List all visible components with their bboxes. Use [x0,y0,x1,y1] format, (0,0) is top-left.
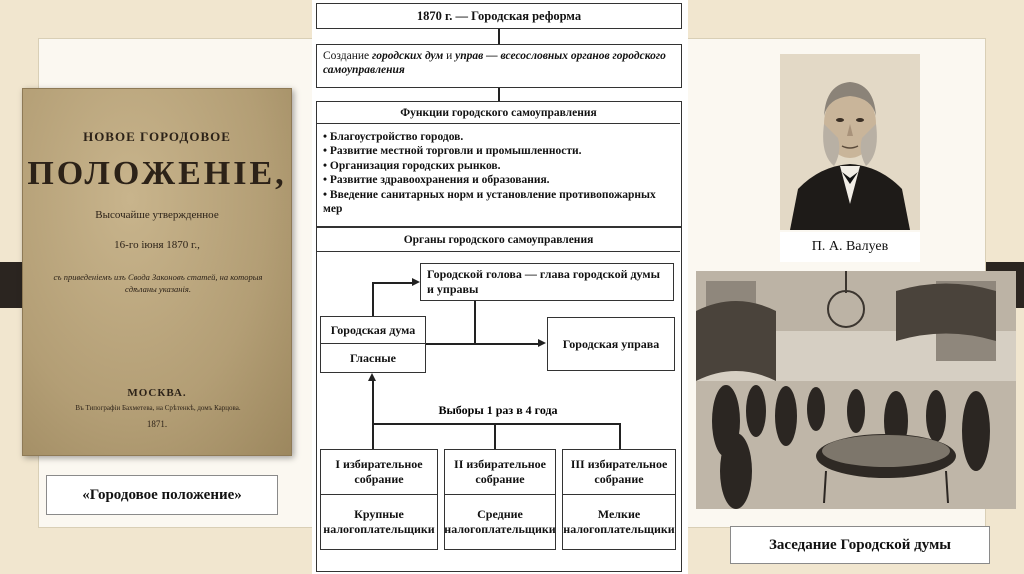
connector-line [372,282,374,316]
connector-line [426,343,538,345]
function-item: • Организация городских рынков. [323,159,501,172]
creation-text-a: Создание [323,50,372,62]
connector-line [372,380,374,423]
uprava-box: Городская управа [547,317,675,371]
creation-text-c: и [443,50,456,62]
connector-line [372,423,374,449]
book-subtitle: Высочайше утвержденное [95,209,219,221]
engraving-drawing [696,271,1016,509]
function-item: • Развитие здравоохранения и образования. [323,174,550,187]
connector-line [619,423,621,449]
glasnye-box: Гласные [320,343,426,373]
book-date: 16-го іюня 1870 г., [114,239,200,251]
function-item: • Введение санитарных норм и установление противопожарных мер [323,188,656,216]
creation-box [316,44,682,88]
portrait-drawing [780,54,920,230]
mayor-box: Городской голова — глава городской думы и управы [420,263,674,301]
payers-1: Крупные налогоплательщики [320,494,438,550]
creation-text-d: управ — всесословных органов городского самоуправления [323,50,666,76]
duma-meeting-engraving [696,271,1016,509]
connector-line [474,301,476,343]
payers-3: Мелкие налогоплательщики [562,494,676,550]
functions-title: Функции городского самоуправления [317,102,680,124]
portrait-caption: П. А. Валуев [780,232,920,262]
connector-line [498,29,500,44]
connector-line [372,423,620,425]
creation-text-b: городских дум [372,50,444,62]
book-caption: «Городовое положение» [46,475,278,515]
connector-line [372,282,412,284]
book-printer: Въ Типографіи Бахметева, на Срѣтенкѣ, домъ Карцова. [75,404,241,412]
functions-list [323,130,675,216]
arrow-right [412,278,420,286]
book-note: съ приведеніемъ изъ Свода Законовъ статей, на которыя сдѣланы указанія. [53,272,263,294]
book-year: 1871. [146,419,168,429]
connector-line [494,423,496,449]
organs-title: Органы городского самоуправления [317,228,680,252]
book-title-line2: ПОЛОЖЕНІЕ, [27,155,287,192]
payers-2: Средние налогоплательщики [444,494,556,550]
book-cover-image [22,88,292,456]
duma-box: Городская дума [320,316,426,344]
valuev-portrait-image [780,54,920,230]
function-item: • Развитие местной торговли и промышленности. [323,145,582,158]
elections-label: Выборы 1 раз в 4 года [410,400,586,420]
engraving-caption: Заседание Городской думы [730,526,990,564]
connector-line [498,88,500,101]
book-title-line1: НОВОЕ ГОРОДОВОЕ [83,129,231,144]
diagram-header: 1870 г. — Городская реформа [316,3,682,29]
functions-box [316,101,682,227]
arrow-right [538,339,546,347]
assembly-2: II избирательное собрание [444,449,556,495]
assembly-1: I избирательное собрание [320,449,438,495]
assembly-3: III избирательное собрание [562,449,676,495]
function-item: • Благоустройство городов. [323,131,464,143]
book-city: МОСКВА. [127,387,187,399]
